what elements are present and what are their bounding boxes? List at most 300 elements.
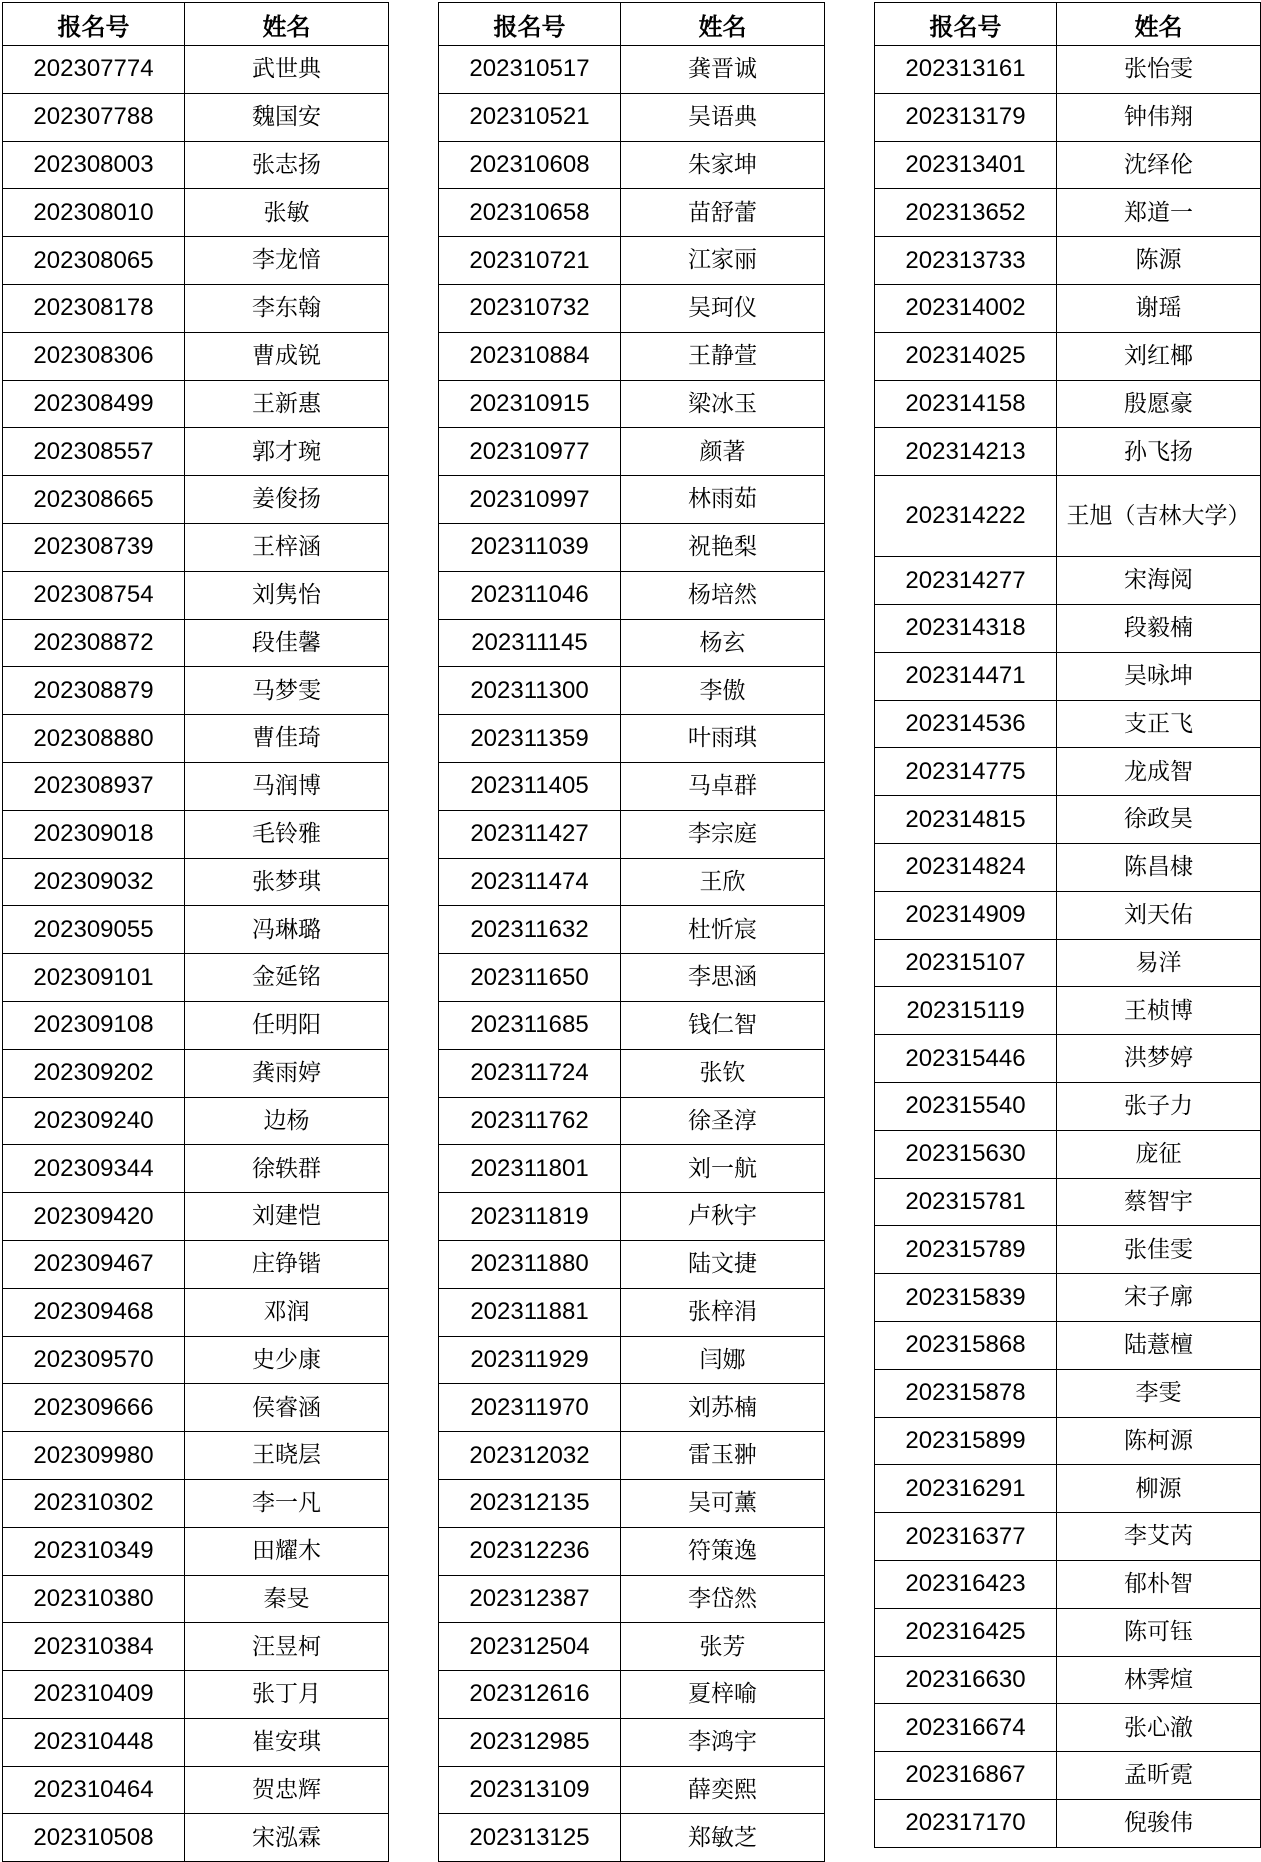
name-cell: 朱家坤 xyxy=(621,141,825,189)
registration-number-cell: 202311359 xyxy=(439,715,621,763)
registration-number-cell: 202312504 xyxy=(439,1623,621,1671)
name-cell: 苗舒蕾 xyxy=(621,189,825,237)
registration-number-cell: 202314815 xyxy=(875,796,1057,844)
name-cell: 张钦 xyxy=(621,1049,825,1097)
name-cell: 颜著 xyxy=(621,428,825,476)
table-row xyxy=(3,332,389,380)
table-row xyxy=(3,1527,389,1575)
name-cell: 王晓层 xyxy=(185,1432,389,1480)
registration-number-cell: 202315878 xyxy=(875,1369,1057,1417)
name-cell: 王旭（吉林大学） xyxy=(1057,476,1261,557)
registration-number-cell: 202316291 xyxy=(875,1465,1057,1513)
registration-number-cell: 202310464 xyxy=(3,1766,185,1814)
name-cell: 段毅楠 xyxy=(1057,604,1261,652)
table-row xyxy=(439,141,825,189)
registration-number-cell: 202316674 xyxy=(875,1704,1057,1752)
registration-number-cell: 202314824 xyxy=(875,843,1057,891)
name-cell: 吴可薰 xyxy=(621,1479,825,1527)
name-cell: 谢瑶 xyxy=(1057,284,1261,332)
table-row xyxy=(3,1623,389,1671)
registration-number-cell: 202309468 xyxy=(3,1288,185,1336)
table-row xyxy=(875,557,1261,605)
table-row xyxy=(3,46,389,94)
table-row xyxy=(439,1766,825,1814)
registration-number-cell: 202310732 xyxy=(439,284,621,332)
name-cell: 钱仁智 xyxy=(621,1001,825,1049)
name-cell: 夏梓喻 xyxy=(621,1671,825,1719)
name-cell: 张佳雯 xyxy=(1057,1226,1261,1274)
registration-number-cell: 202313652 xyxy=(875,189,1057,237)
table-row xyxy=(875,1369,1261,1417)
registration-number-cell: 202308739 xyxy=(3,523,185,571)
name-cell: 田耀木 xyxy=(185,1527,389,1575)
name-cell: 吴咏坤 xyxy=(1057,652,1261,700)
name-cell: 龚雨婷 xyxy=(185,1049,389,1097)
name-cell: 陈昌棣 xyxy=(1057,843,1261,891)
registration-number-cell: 202309420 xyxy=(3,1193,185,1241)
table-row xyxy=(439,1814,825,1862)
table-row xyxy=(875,332,1261,380)
name-cell: 徐圣淳 xyxy=(621,1097,825,1145)
name-cell: 李艾芮 xyxy=(1057,1513,1261,1561)
registration-number-cell: 202308557 xyxy=(3,428,185,476)
registration-number-cell: 202310884 xyxy=(439,332,621,380)
header-name: 姓名 xyxy=(185,3,389,46)
name-cell: 张志扬 xyxy=(185,141,389,189)
table-row xyxy=(3,810,389,858)
name-cell: 李东翰 xyxy=(185,284,389,332)
table-row xyxy=(3,1766,389,1814)
table-row xyxy=(439,954,825,1002)
registration-number-cell: 202309344 xyxy=(3,1145,185,1193)
registration-number-cell: 202316423 xyxy=(875,1560,1057,1608)
registration-number-cell: 202309055 xyxy=(3,906,185,954)
registration-number-cell: 202311929 xyxy=(439,1336,621,1384)
name-cell: 侯睿涵 xyxy=(185,1384,389,1432)
registration-number-cell: 202315781 xyxy=(875,1178,1057,1226)
name-cell: 杨玄 xyxy=(621,619,825,667)
table-row xyxy=(875,237,1261,285)
table-body xyxy=(439,46,825,1862)
registration-number-cell: 202312135 xyxy=(439,1479,621,1527)
name-cell: 郭才琬 xyxy=(185,428,389,476)
name-cell: 吴珂仪 xyxy=(621,284,825,332)
table-row xyxy=(875,428,1261,476)
name-cell: 陈可钰 xyxy=(1057,1608,1261,1656)
header-row xyxy=(439,3,825,46)
registration-number-cell: 202314025 xyxy=(875,332,1057,380)
header-registration-number: 报名号 xyxy=(439,3,621,46)
registration-number-cell: 202315630 xyxy=(875,1130,1057,1178)
registration-number-cell: 202310997 xyxy=(439,476,621,524)
registration-number-cell: 202309467 xyxy=(3,1240,185,1288)
table-row xyxy=(875,1752,1261,1800)
registration-number-cell: 202310721 xyxy=(439,237,621,285)
table-row xyxy=(875,141,1261,189)
table-row xyxy=(439,1623,825,1671)
registration-number-cell: 202309240 xyxy=(3,1097,185,1145)
name-cell: 宋子廓 xyxy=(1057,1274,1261,1322)
table-row xyxy=(439,523,825,571)
name-cell: 陈柯源 xyxy=(1057,1417,1261,1465)
registration-number-cell: 202312032 xyxy=(439,1432,621,1480)
table-row xyxy=(875,1608,1261,1656)
name-cell: 马卓群 xyxy=(621,762,825,810)
table-row xyxy=(875,284,1261,332)
header-row xyxy=(3,3,389,46)
registration-number-cell: 202308178 xyxy=(3,284,185,332)
name-cell: 殷愿豪 xyxy=(1057,380,1261,428)
registration-number-cell: 202311762 xyxy=(439,1097,621,1145)
registration-number-cell: 202312387 xyxy=(439,1575,621,1623)
name-cell: 任明阳 xyxy=(185,1001,389,1049)
registration-number-cell: 202311632 xyxy=(439,906,621,954)
name-cell: 江家丽 xyxy=(621,237,825,285)
registration-number-cell: 202309101 xyxy=(3,954,185,1002)
table-row xyxy=(875,1560,1261,1608)
registration-number-cell: 202310302 xyxy=(3,1479,185,1527)
table-row xyxy=(875,1035,1261,1083)
name-cell: 倪骏伟 xyxy=(1057,1799,1261,1847)
name-cell: 郑敏芝 xyxy=(621,1814,825,1862)
header-name: 姓名 xyxy=(1057,3,1261,46)
registration-number-cell: 202316630 xyxy=(875,1656,1057,1704)
table-row xyxy=(439,906,825,954)
table-row xyxy=(3,1432,389,1480)
table-row xyxy=(875,46,1261,94)
header-name: 姓名 xyxy=(621,3,825,46)
registration-number-cell: 202311819 xyxy=(439,1193,621,1241)
table-row xyxy=(875,652,1261,700)
registration-number-cell: 202311427 xyxy=(439,810,621,858)
registration-number-cell: 202308306 xyxy=(3,332,185,380)
table-row xyxy=(439,428,825,476)
registration-number-cell: 202311724 xyxy=(439,1049,621,1097)
registration-number-cell: 202314222 xyxy=(875,476,1057,557)
table-row xyxy=(3,284,389,332)
table-row xyxy=(439,1193,825,1241)
table-row xyxy=(875,748,1261,796)
name-cell: 陈源 xyxy=(1057,237,1261,285)
table-row xyxy=(875,891,1261,939)
table-body xyxy=(3,46,389,1862)
registration-number-cell: 202314213 xyxy=(875,428,1057,476)
name-cell: 张怡雯 xyxy=(1057,46,1261,94)
table-row xyxy=(439,619,825,667)
registration-number-cell: 202315119 xyxy=(875,987,1057,1035)
header-registration-number: 报名号 xyxy=(3,3,185,46)
header-row xyxy=(875,3,1261,46)
table-row xyxy=(875,1656,1261,1704)
table-row xyxy=(3,189,389,237)
name-cell: 龚晋诚 xyxy=(621,46,825,94)
registration-number-cell: 202311039 xyxy=(439,523,621,571)
table-row xyxy=(3,93,389,141)
name-cell: 冯琳璐 xyxy=(185,906,389,954)
name-cell: 吴语典 xyxy=(621,93,825,141)
table-row xyxy=(3,1575,389,1623)
registration-number-cell: 202309980 xyxy=(3,1432,185,1480)
registration-number-cell: 202309570 xyxy=(3,1336,185,1384)
registration-number-cell: 202311300 xyxy=(439,667,621,715)
table-row xyxy=(875,1799,1261,1847)
table-row xyxy=(875,380,1261,428)
name-cell: 毛铃雅 xyxy=(185,810,389,858)
registration-number-cell: 202311145 xyxy=(439,619,621,667)
registration-number-cell: 202315868 xyxy=(875,1321,1057,1369)
name-cell: 孙飞扬 xyxy=(1057,428,1261,476)
table-row xyxy=(3,380,389,428)
name-cell: 李宗庭 xyxy=(621,810,825,858)
registration-number-cell: 202308665 xyxy=(3,476,185,524)
name-cell: 刘苏楠 xyxy=(621,1384,825,1432)
registration-number-cell: 202308880 xyxy=(3,715,185,763)
registration-number-cell: 202310384 xyxy=(3,1623,185,1671)
registration-number-cell: 202307774 xyxy=(3,46,185,94)
table-row xyxy=(439,1384,825,1432)
header-registration-number: 报名号 xyxy=(875,3,1057,46)
registration-number-cell: 202315839 xyxy=(875,1274,1057,1322)
name-cell: 张丁月 xyxy=(185,1671,389,1719)
name-cell: 庞征 xyxy=(1057,1130,1261,1178)
name-cell: 沈绎伦 xyxy=(1057,141,1261,189)
name-cell: 李思涵 xyxy=(621,954,825,1002)
roster-table-3 xyxy=(874,2,1261,1848)
registration-number-cell: 202310977 xyxy=(439,428,621,476)
table-row xyxy=(3,476,389,524)
registration-number-cell: 202309018 xyxy=(3,810,185,858)
registration-number-cell: 202308065 xyxy=(3,237,185,285)
name-cell: 姜俊扬 xyxy=(185,476,389,524)
table-row xyxy=(3,906,389,954)
registration-number-cell: 202315899 xyxy=(875,1417,1057,1465)
table-row xyxy=(875,1130,1261,1178)
name-cell: 张心澈 xyxy=(1057,1704,1261,1752)
table-row xyxy=(3,1336,389,1384)
name-cell: 薛奕熙 xyxy=(621,1766,825,1814)
name-cell: 邓润 xyxy=(185,1288,389,1336)
name-cell: 徐政昊 xyxy=(1057,796,1261,844)
table-row xyxy=(3,1479,389,1527)
registration-number-cell: 202311880 xyxy=(439,1240,621,1288)
name-cell: 陆薏檀 xyxy=(1057,1321,1261,1369)
table-row xyxy=(439,667,825,715)
registration-number-cell: 202311650 xyxy=(439,954,621,1002)
name-cell: 刘天佑 xyxy=(1057,891,1261,939)
name-cell: 王欣 xyxy=(621,858,825,906)
table-row xyxy=(439,93,825,141)
name-cell: 王梓涵 xyxy=(185,523,389,571)
registration-number-cell: 202310915 xyxy=(439,380,621,428)
name-cell: 段佳馨 xyxy=(185,619,389,667)
table-row xyxy=(3,1049,389,1097)
name-cell: 李岱然 xyxy=(621,1575,825,1623)
registration-number-cell: 202311970 xyxy=(439,1384,621,1432)
table-row xyxy=(439,1240,825,1288)
name-cell: 刘隽怡 xyxy=(185,571,389,619)
name-cell: 卢秋宇 xyxy=(621,1193,825,1241)
name-cell: 张梓涓 xyxy=(621,1288,825,1336)
name-cell: 刘建恺 xyxy=(185,1193,389,1241)
table-row xyxy=(875,476,1261,557)
table-row xyxy=(875,1321,1261,1369)
name-cell: 庄铮锴 xyxy=(185,1240,389,1288)
table-row xyxy=(439,571,825,619)
table-row xyxy=(3,715,389,763)
table-row xyxy=(3,428,389,476)
name-cell: 宋海阅 xyxy=(1057,557,1261,605)
name-cell: 杨培然 xyxy=(621,571,825,619)
table-row xyxy=(875,843,1261,891)
table-row xyxy=(875,189,1261,237)
registration-number-cell: 202312236 xyxy=(439,1527,621,1575)
table-row xyxy=(3,1718,389,1766)
table-row xyxy=(875,1513,1261,1561)
name-cell: 李傲 xyxy=(621,667,825,715)
registration-number-cell: 202311046 xyxy=(439,571,621,619)
table-row xyxy=(875,796,1261,844)
name-cell: 蔡智宇 xyxy=(1057,1178,1261,1226)
table-row xyxy=(3,1097,389,1145)
registration-number-cell: 202308937 xyxy=(3,762,185,810)
name-cell: 魏国安 xyxy=(185,93,389,141)
registration-number-cell: 202309032 xyxy=(3,858,185,906)
name-cell: 闫娜 xyxy=(621,1336,825,1384)
registration-number-cell: 202314277 xyxy=(875,557,1057,605)
table-row xyxy=(3,1671,389,1719)
table-row xyxy=(3,141,389,189)
table-row xyxy=(3,1001,389,1049)
table-row xyxy=(439,810,825,858)
name-cell: 刘红椰 xyxy=(1057,332,1261,380)
name-cell: 边杨 xyxy=(185,1097,389,1145)
registration-number-cell: 202313125 xyxy=(439,1814,621,1862)
name-cell: 王静萱 xyxy=(621,332,825,380)
name-cell: 马梦雯 xyxy=(185,667,389,715)
registration-number-cell: 202312985 xyxy=(439,1718,621,1766)
registration-number-cell: 202313161 xyxy=(875,46,1057,94)
registration-number-cell: 202309666 xyxy=(3,1384,185,1432)
registration-number-cell: 202309202 xyxy=(3,1049,185,1097)
registration-number-cell: 202314536 xyxy=(875,700,1057,748)
table-row xyxy=(439,1288,825,1336)
registration-number-cell: 202308872 xyxy=(3,619,185,667)
registration-number-cell: 202308879 xyxy=(3,667,185,715)
name-cell: 张敏 xyxy=(185,189,389,237)
registration-number-cell: 202308754 xyxy=(3,571,185,619)
table-row xyxy=(3,237,389,285)
registration-number-cell: 202312616 xyxy=(439,1671,621,1719)
name-cell: 曹成锐 xyxy=(185,332,389,380)
name-cell: 李雯 xyxy=(1057,1369,1261,1417)
name-cell: 金延铭 xyxy=(185,954,389,1002)
registration-number-cell: 202308003 xyxy=(3,141,185,189)
roster-table-2 xyxy=(438,2,825,1862)
table-row xyxy=(875,1178,1261,1226)
registration-number-cell: 202310658 xyxy=(439,189,621,237)
name-cell: 叶雨琪 xyxy=(621,715,825,763)
registration-number-cell: 202311474 xyxy=(439,858,621,906)
table-row xyxy=(439,1718,825,1766)
table-row xyxy=(3,1384,389,1432)
name-cell: 林雨茹 xyxy=(621,476,825,524)
table-row xyxy=(439,1049,825,1097)
name-cell: 马润博 xyxy=(185,762,389,810)
registration-number-cell: 202315540 xyxy=(875,1082,1057,1130)
registration-number-cell: 202307788 xyxy=(3,93,185,141)
name-cell: 钟伟翔 xyxy=(1057,93,1261,141)
table-row xyxy=(3,523,389,571)
table-row xyxy=(3,1240,389,1288)
table-row xyxy=(3,954,389,1002)
name-cell: 郁朴智 xyxy=(1057,1560,1261,1608)
table-row xyxy=(875,1417,1261,1465)
name-cell: 李龙愔 xyxy=(185,237,389,285)
table-row xyxy=(439,332,825,380)
name-cell: 龙成智 xyxy=(1057,748,1261,796)
table-row xyxy=(3,1288,389,1336)
table-row xyxy=(875,1704,1261,1752)
name-cell: 徐轶群 xyxy=(185,1145,389,1193)
name-cell: 汪昱柯 xyxy=(185,1623,389,1671)
registration-number-cell: 202310517 xyxy=(439,46,621,94)
registration-number-cell: 202315446 xyxy=(875,1035,1057,1083)
table-row xyxy=(439,237,825,285)
registration-number-cell: 202311405 xyxy=(439,762,621,810)
registration-number-cell: 202313401 xyxy=(875,141,1057,189)
name-cell: 秦旻 xyxy=(185,1575,389,1623)
name-cell: 贺忠辉 xyxy=(185,1766,389,1814)
registration-number-cell: 202310608 xyxy=(439,141,621,189)
name-cell: 李一凡 xyxy=(185,1479,389,1527)
table-row xyxy=(3,571,389,619)
name-cell: 刘一航 xyxy=(621,1145,825,1193)
table-row xyxy=(3,1814,389,1862)
name-cell: 梁冰玉 xyxy=(621,380,825,428)
name-cell: 杜忻宸 xyxy=(621,906,825,954)
name-cell: 雷玉翀 xyxy=(621,1432,825,1480)
name-cell: 王新惠 xyxy=(185,380,389,428)
name-cell: 张梦琪 xyxy=(185,858,389,906)
table-row xyxy=(439,1671,825,1719)
name-cell: 陆文捷 xyxy=(621,1240,825,1288)
registration-number-cell: 202309108 xyxy=(3,1001,185,1049)
table-body xyxy=(875,46,1261,1848)
name-cell: 王桢博 xyxy=(1057,987,1261,1035)
name-cell: 孟昕霓 xyxy=(1057,1752,1261,1800)
table-row xyxy=(3,858,389,906)
registration-number-cell: 202310380 xyxy=(3,1575,185,1623)
table-row xyxy=(875,93,1261,141)
table-row xyxy=(439,1479,825,1527)
table-row xyxy=(875,1274,1261,1322)
table-row xyxy=(875,604,1261,652)
registration-number-cell: 202314909 xyxy=(875,891,1057,939)
name-cell: 支正飞 xyxy=(1057,700,1261,748)
registration-number-cell: 202310349 xyxy=(3,1527,185,1575)
table-row xyxy=(439,1097,825,1145)
name-cell: 易洋 xyxy=(1057,939,1261,987)
table-row xyxy=(3,762,389,810)
table-row xyxy=(439,1001,825,1049)
name-cell: 柳源 xyxy=(1057,1465,1261,1513)
table-row xyxy=(875,1226,1261,1274)
name-cell: 林霁煊 xyxy=(1057,1656,1261,1704)
name-cell: 崔安琪 xyxy=(185,1718,389,1766)
registration-number-cell: 202317170 xyxy=(875,1799,1057,1847)
roster-table-1 xyxy=(2,2,389,1862)
registration-number-cell: 202313109 xyxy=(439,1766,621,1814)
